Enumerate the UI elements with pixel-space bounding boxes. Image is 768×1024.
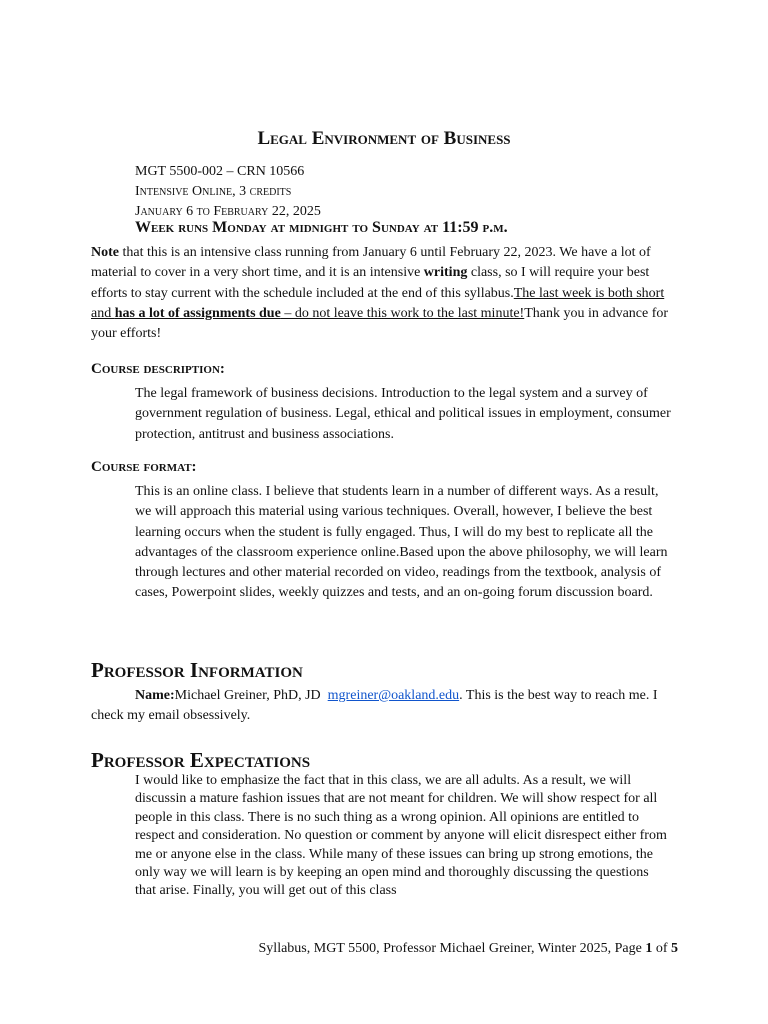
course-meta: [135, 162, 321, 222]
page-footer: [259, 941, 678, 957]
note-underline-1: The last week is both short and: [91, 285, 665, 321]
note-text-1: that this is an intensive class running from January 6 until February 22, 2023. We have a lot of material to cover in a very short time, and it is an intensive: [91, 245, 651, 281]
note-text-3: Thank you in advance for your efforts!: [91, 305, 669, 342]
name-label: Name:: [135, 688, 175, 703]
course-dates: January 6 to February 22, 2025: [135, 204, 321, 219]
course-description-heading: Course description:: [91, 361, 225, 377]
professor-expectations-heading: Professor Expectations: [91, 748, 311, 772]
note-text-2: class, so I will require your best efforts to stay current with the schedule included at the end of this syllabus.: [91, 265, 650, 301]
course-format-credits: Intensive Online, 3 credits: [135, 184, 292, 199]
note-underline-bold: has a lot of assignments due: [114, 305, 281, 321]
professor-info-after: . This is the best way to reach me. I check my email obsessively.: [91, 688, 658, 724]
note-bold-word: writing: [423, 265, 468, 281]
professor-name: Michael Greiner, PhD, JD: [174, 688, 321, 703]
course-format-heading: Course format:: [91, 459, 197, 475]
email-link[interactable]: mgreiner@oakland.edu: [327, 688, 460, 703]
professor-info-body: [91, 686, 681, 727]
footer-total: 5: [671, 941, 678, 956]
week-schedule: Week runs Monday at midnight to Sunday at 11:59 p.m.: [135, 219, 508, 236]
note-label: Note: [91, 245, 119, 260]
footer-page: 1: [645, 941, 653, 956]
professor-info-heading: Professor Information: [91, 658, 303, 682]
professor-expectations-body: I would like to emphasize the fact that in this class, we are all adults. As a result, we will discussin a mature fashion issues that are not meant for children. We will show respect for all people in this class. There is no such thing as a wrong opinion. All opinions are entitled to respect and consideration. No question or comment by anyone will elicit disrespect either from me or anyone else in the class. While many of these issues can bring up strong emotions, the only way we will learn is by keeping an open mind and thoroughly discussing the questions that arise. Finally, you will get out of this class: [135, 773, 667, 899]
footer-of: of: [652, 941, 671, 956]
document-title: Legal Environment of Business: [257, 128, 511, 149]
course-code: MGT 5500-002 – CRN 10566: [135, 164, 305, 179]
course-description-body: The legal framework of business decisions. Introduction to the legal system and a survey of government regulation of business. Legal, ethical and political issues in employment, consumer protection, antitrust and business associations.: [135, 386, 671, 442]
footer-text: Syllabus, MGT 5500, Professor Michael Greiner, Winter 2025, Page: [258, 941, 646, 956]
note-underline-2: – do not leave this work to the last minute!: [280, 305, 525, 321]
course-format-body: This is an online class. I believe that students learn in a number of different ways. As a result, we will approach this material using various techniques. Overall, however, I believe the best learning occurs when the student is fully engaged. Thus, I will do my best to replicate all the advantages of the classroom experience online.Based upon the above philosophy, we will learn through lectures and other material recorded on video, readings from the textbook, analysis of cases, Powerpoint slides, weekly quizzes and tests, and an on-going forum discussion board.: [135, 484, 668, 601]
intro-note: [91, 243, 681, 344]
